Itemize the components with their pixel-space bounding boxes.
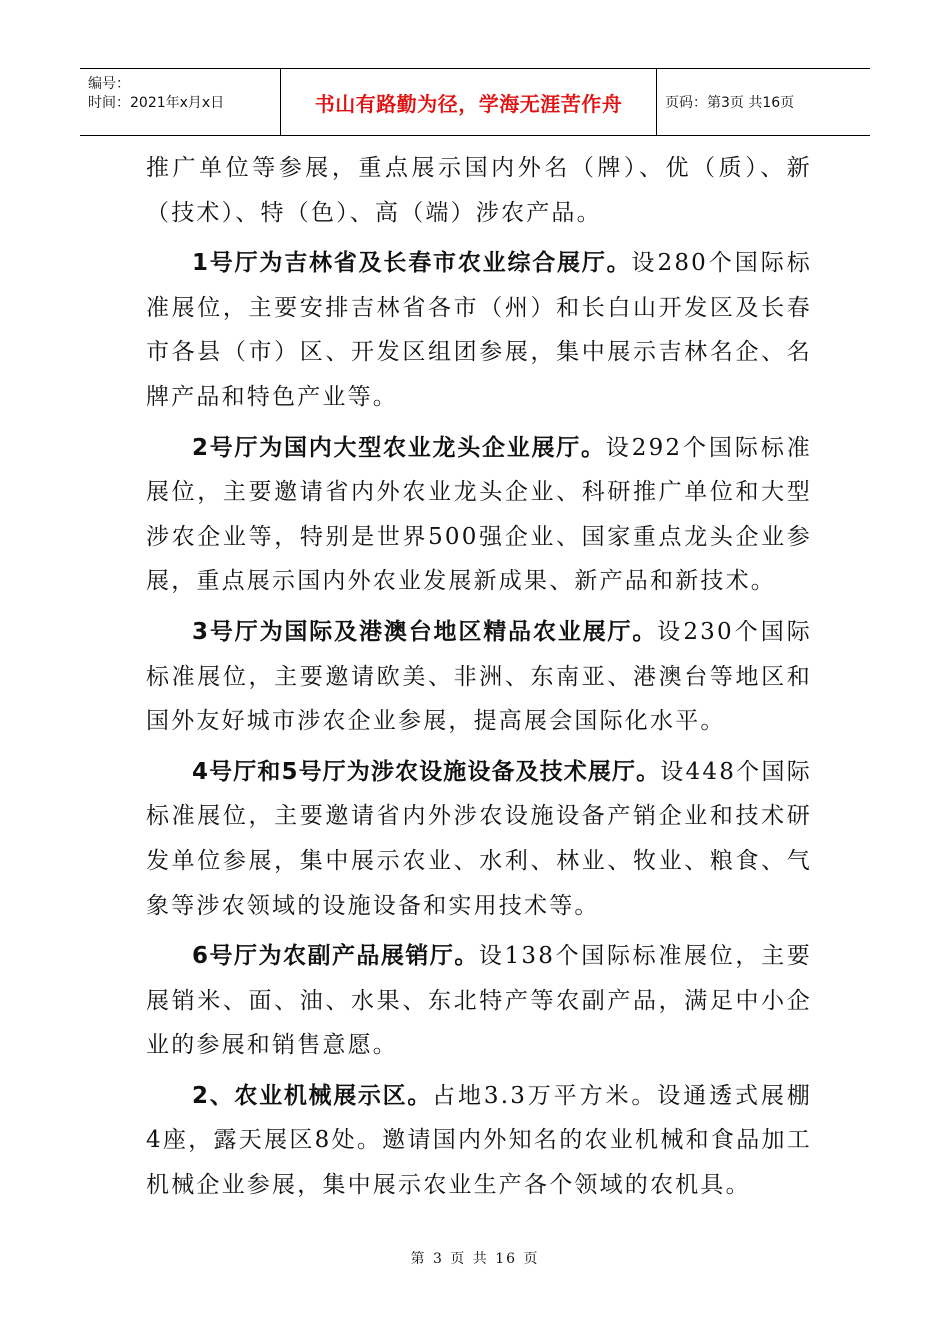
body-paragraph [146, 146, 812, 235]
header-page-cell [657, 69, 870, 135]
paragraph-heading: 2、农业机械展示区。 [192, 1082, 433, 1109]
paragraph-text: 设448个国际标准展位，主要邀请省内外涉农设施设备产销企业和技术研发单位参展，集中展示农业、水利、林业、牧业、粮食、气象等涉农领域的设施设备和实用技术等。 [146, 758, 812, 919]
paragraph-text: 占地3.3万平方米。设通透式展棚4座，露天展区8处。邀请国内外知名的农业机械和食品加工机械企业参展，集中展示农业生产各个领域的农机具。 [146, 1082, 812, 1199]
paragraph-heading: 4号厅和5号厅为涉农设施设备及技术展厅。 [192, 758, 661, 785]
document-time-label: 时间：2021年x月x日 [88, 95, 225, 111]
footer-page-number: 第 3 页 共 16 页 [410, 1251, 540, 1267]
paragraph-heading: 3号厅为国际及港澳台地区精品农业展厅。 [192, 618, 658, 645]
paragraph-heading: 2号厅为国内大型农业龙头企业展厅。 [192, 434, 606, 461]
header-motto-cell [281, 69, 657, 135]
body-paragraph [146, 934, 812, 1068]
header-page-info: 页码：第3页 共16页 [665, 95, 795, 111]
body-paragraph [146, 750, 812, 928]
paragraph-heading: 1号厅为吉林省及长春市农业综合展厅。 [192, 250, 632, 277]
paragraph-text: 推广单位等参展，重点展示国内外名（牌）、优（质）、新（技术）、特（色）、高（端）涉农产品。 [146, 155, 812, 226]
header-meta [80, 69, 281, 135]
body-paragraph [146, 610, 812, 744]
paragraph-text: 设138个国际标准展位，主要展销米、面、油、水果、东北特产等农副产品，满足中小企业的参展和销售意愿。 [146, 943, 812, 1059]
page-header [80, 68, 870, 136]
header-motto: 书山有路勤为径，学海无涯苦作舟 [314, 91, 623, 116]
body-paragraph [146, 241, 812, 419]
paragraph-text: 设292个国际标准展位，主要邀请省内外农业龙头企业、科研推广单位和大型涉农企业等，特别是世界500强企业、国家重点龙头企业参展，重点展示国内外农业发展新成果、新产品和新技术。 [146, 434, 812, 595]
page-footer [0, 1248, 950, 1268]
paragraph-text: 设230个国际标准展位，主要邀请欧美、非洲、东南亚、港澳台等地区和国外友好城市涉农企业参展，提高展会国际化水平。 [146, 618, 812, 735]
paragraph-heading: 6号厅为农副产品展销厅。 [192, 943, 479, 970]
body-paragraph [146, 426, 812, 604]
document-number-label: 编号： [88, 76, 130, 92]
paragraph-text: 设280个国际标准展位，主要安排吉林省各市（州）和长白山开发区及长春市各县（市）区、开发区组团参展，集中展示吉林名企、名牌产品和特色产业等。 [146, 250, 813, 410]
body-paragraph [146, 1074, 812, 1208]
document-body [146, 146, 812, 1208]
